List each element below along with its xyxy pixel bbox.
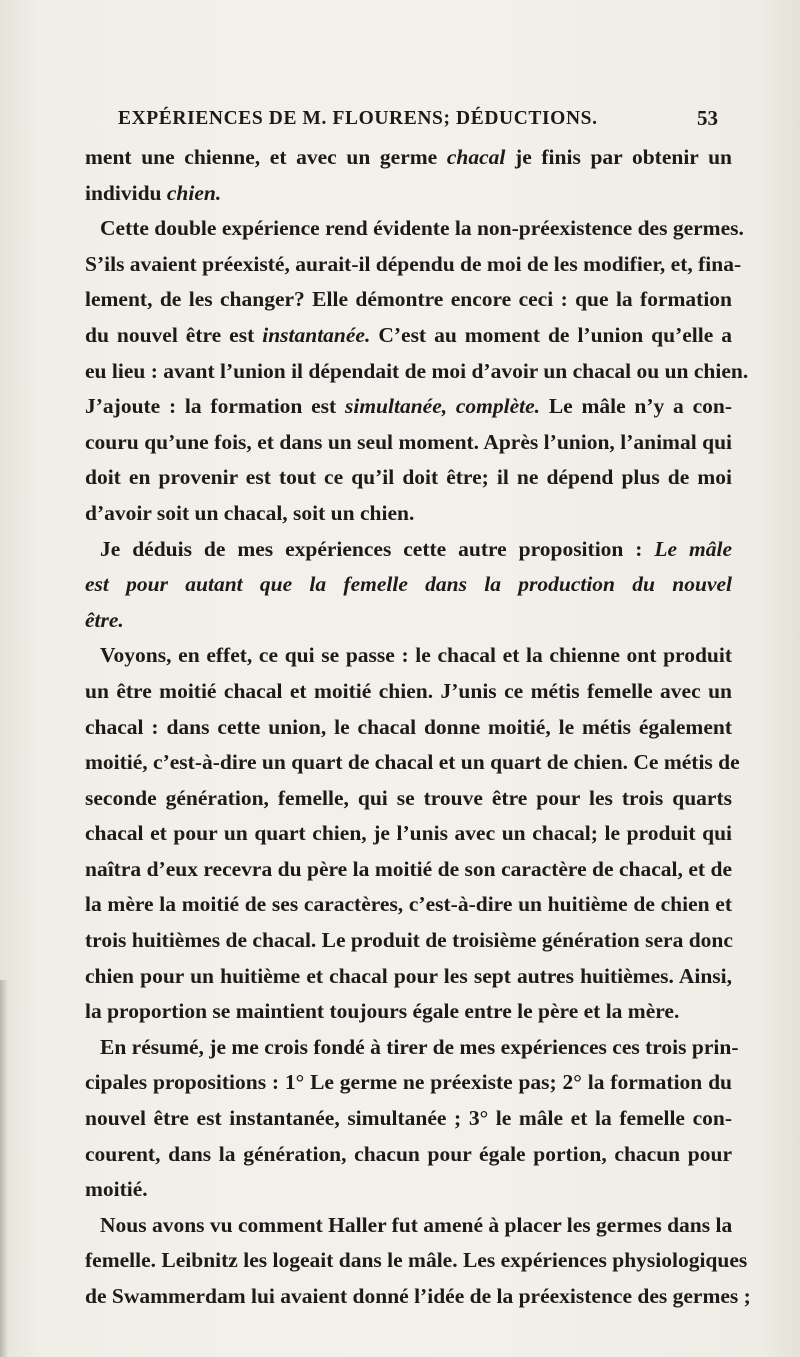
- text-run: chacal et pour un quart chien, je l’unis avec un chacal; le produit qui: [85, 821, 732, 846]
- text-line: [85, 318, 732, 354]
- italic-run: instantanée.: [262, 322, 371, 347]
- text-line: [85, 1279, 751, 1315]
- italic-run: être.: [85, 607, 124, 632]
- text-run: moitié.: [85, 1177, 148, 1202]
- text-run: couru qu’une fois, et dans un seul moment. Après l’union, l’animal qui: [85, 429, 732, 454]
- text-line: [85, 425, 732, 461]
- text-run: du nouvel être est: [85, 322, 263, 347]
- text-line: [85, 1030, 739, 1066]
- text-line: [85, 389, 732, 425]
- text-run: lement, de les changer? Elle démontre encore ceci : que la formation: [85, 287, 732, 312]
- text-line: [85, 1208, 732, 1244]
- text-run: chacal : dans cette union, le chacal donne moitié, le métis également: [85, 714, 732, 739]
- text-line: [85, 1137, 732, 1173]
- text-line: [85, 140, 732, 176]
- running-header: [118, 108, 718, 138]
- text-run: individu: [85, 180, 167, 205]
- text-line: [85, 816, 732, 852]
- text-line: [85, 282, 732, 318]
- text-run: Le mâle n’y a con-: [540, 394, 732, 419]
- text-line: [85, 1065, 732, 1101]
- text-line: [85, 567, 732, 603]
- text-line: [85, 959, 732, 995]
- text-line: [85, 781, 732, 817]
- text-run: femelle. Leibnitz les logeait dans le mâle. Les expériences physiologiques: [85, 1248, 748, 1273]
- text-run: chien pour un huitième et chacal pour les sept autres huitièmes. Ainsi,: [85, 963, 732, 988]
- text-run: doit en provenir est tout ce qu’il doit être; il ne dépend plus de moi: [85, 465, 732, 490]
- text-run: Nous avons vu comment Haller fut amené à placer les germes dans la: [100, 1212, 733, 1237]
- text-line: [85, 710, 732, 746]
- running-title: EXPÉRIENCES DE M. FLOURENS; DÉDUCTIONS.: [118, 108, 598, 129]
- italic-run: simultanée, complète.: [344, 394, 541, 419]
- italic-run: est pour autant que la femelle dans la production du nouvel: [85, 572, 732, 597]
- text-line: [85, 1101, 732, 1137]
- text-run: je finis par obtenir un: [505, 145, 732, 169]
- text-run: Cette double expérience rend évidente la non-préexistence des germes.: [100, 216, 744, 241]
- page-number: 53: [697, 106, 718, 130]
- italic-run: chacal: [446, 145, 506, 169]
- text-line: [85, 1243, 748, 1279]
- text-line: [85, 994, 732, 1030]
- text-run: Voyons, en effet, ce qui se passe : le chacal et la chienne ont produit: [100, 643, 732, 668]
- text-run: eu lieu : avant l’union il dépendait de moi d’avoir un chacal ou un chien.: [85, 358, 749, 383]
- text-line: [85, 460, 732, 496]
- text-run: C’est au moment de l’union qu’elle a: [370, 322, 732, 347]
- text-run: seconde génération, femelle, qui se trouve être pour les trois quarts: [85, 785, 732, 810]
- text-run: ment une chienne, et avec un germe: [85, 145, 447, 169]
- text-line: [85, 603, 732, 639]
- text-run: nouvel être est instantanée, simultanée ; 3° le mâle et la femelle con-: [85, 1106, 732, 1131]
- text-run: d’avoir soit un chacal, soit un chien.: [85, 500, 415, 525]
- binding-shadow: [0, 980, 8, 1357]
- text-run: courent, dans la génération, chacun pour égale portion, chacun pour: [85, 1141, 732, 1166]
- italic-run: chien.: [166, 180, 222, 205]
- text-line: [85, 745, 740, 781]
- text-line: [85, 1172, 732, 1208]
- text-line: [85, 887, 732, 923]
- text-run: S’ils avaient préexisté, aurait-il dépendu de moi de les modifier, et, fina-: [85, 251, 742, 276]
- text-line: [85, 496, 732, 532]
- text-run: un être moitié chacal et moitié chien. J’unis ce métis femelle avec un: [85, 678, 732, 703]
- text-run: naîtra d’eux recevra du père la moitié de son caractère de chacal, et de: [85, 856, 732, 881]
- text-run: la mère la moitié de ses caractères, c’est-à-dire un huitième de chien et: [85, 892, 732, 917]
- text-line: [85, 923, 732, 959]
- text-run: En résumé, je me crois fondé à tirer de mes expériences ces trois prin-: [100, 1034, 739, 1059]
- text-line: [85, 354, 749, 390]
- body-text: [85, 140, 751, 1315]
- text-line: [85, 852, 732, 888]
- text-run: trois huitièmes de chacal. Le produit de troisième génération sera donc: [85, 928, 733, 953]
- italic-run: Le mâle: [654, 536, 732, 561]
- text-line: [85, 638, 732, 674]
- text-run: Je déduis de mes expériences cette autre proposition :: [100, 536, 655, 561]
- text-line: [85, 247, 742, 283]
- text-line: [85, 532, 732, 568]
- text-line: [85, 674, 732, 710]
- text-line: [85, 176, 732, 212]
- text-run: cipales propositions : 1° Le germe ne préexiste pas; 2° la formation du: [85, 1070, 732, 1095]
- text-run: moitié, c’est-à-dire un quart de chacal et un quart de chien. Ce métis de: [85, 750, 740, 775]
- text-run: la proportion se maintient toujours égale entre le père et la mère.: [85, 999, 680, 1024]
- text-line: [85, 211, 744, 247]
- text-run: J’ajoute : la formation est: [85, 394, 345, 419]
- text-run: de Swammerdam lui avaient donné l’idée de la préexistence des germes ;: [85, 1284, 751, 1308]
